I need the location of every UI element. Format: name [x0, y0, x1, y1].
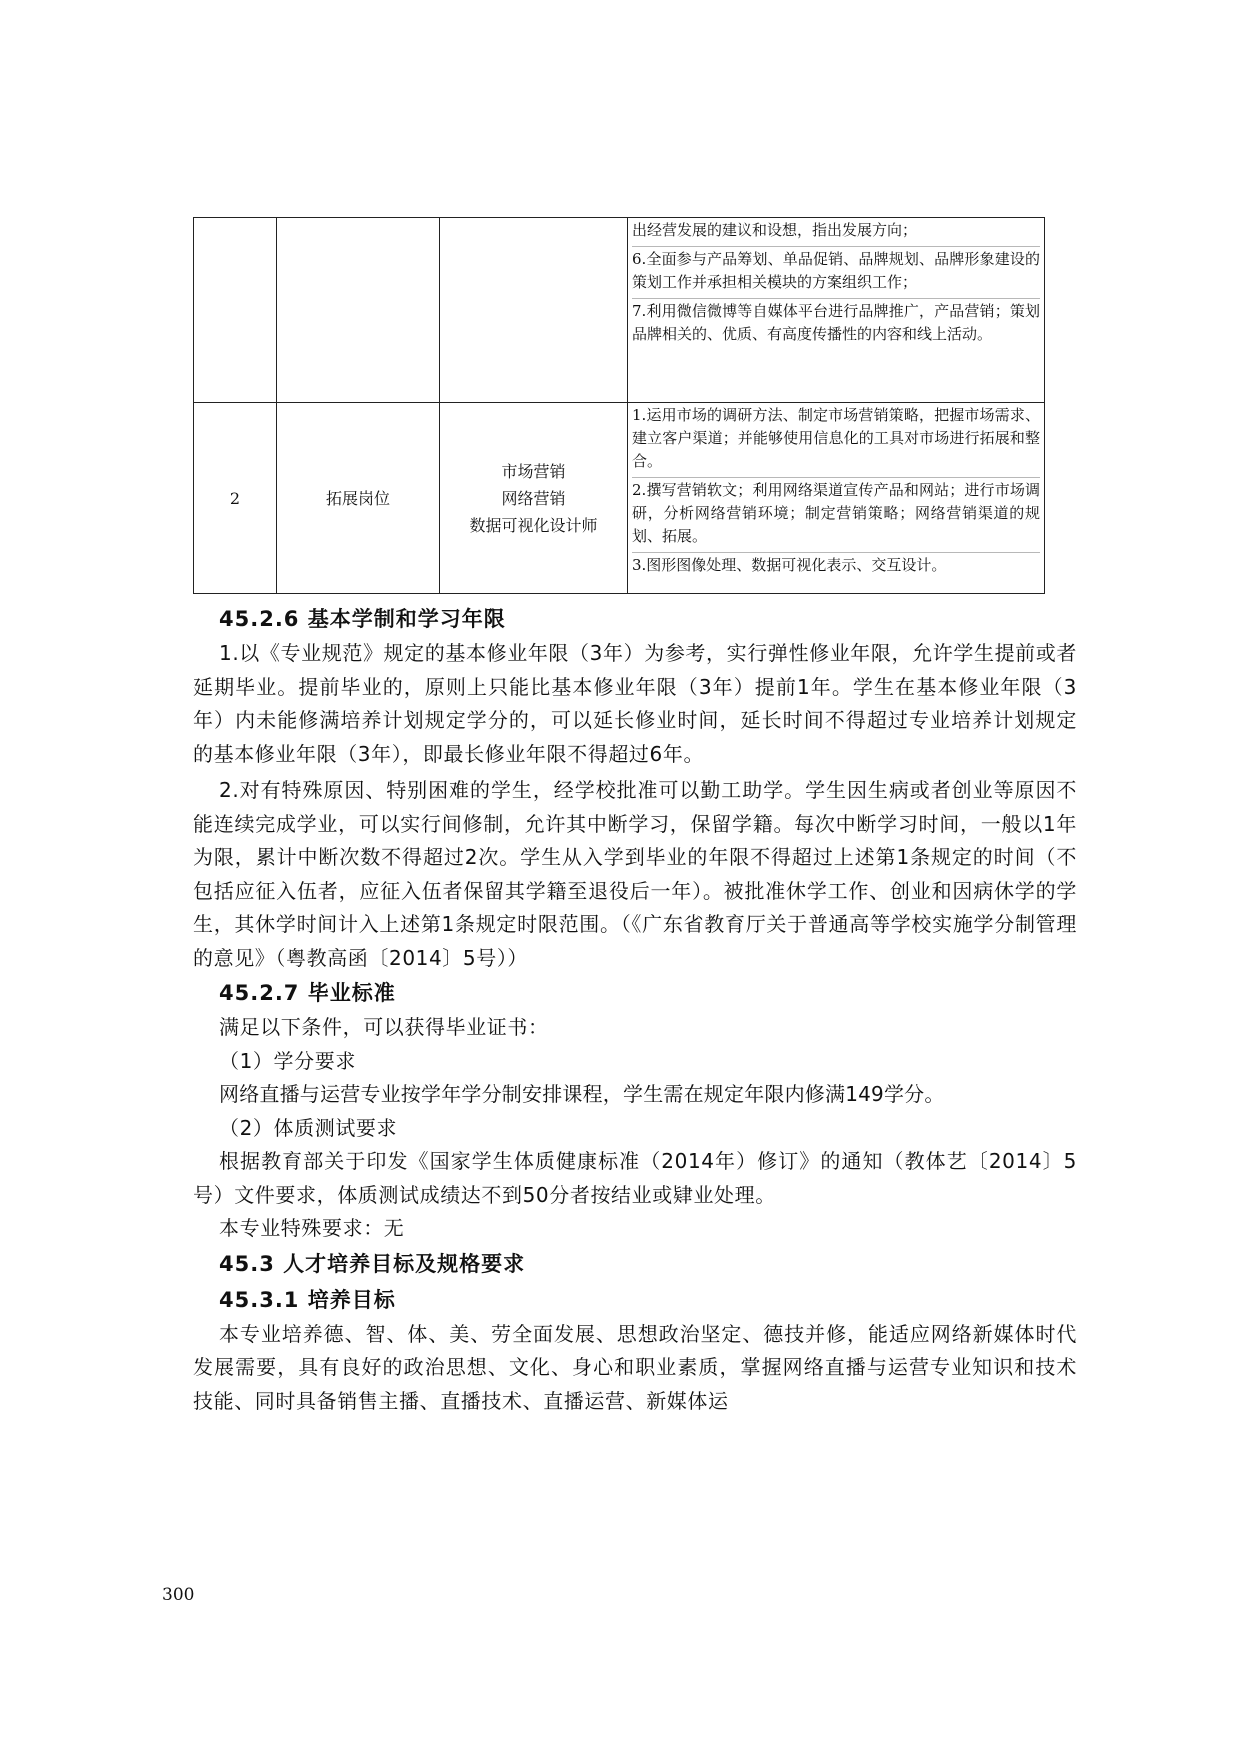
paragraph: 根据教育部关于印发《国家学生体质健康标准（2014年）修订》的通知（教体艺〔2014〕5号）文件要求，体质测试成绩达不到50分者按结业或肄业处理。 — [193, 1149, 1077, 1207]
duty-item: 6.全面参与产品筹划、单品促销、品牌规划、品牌形象建设的策划工作并承担相关模块的方案组织工作； — [632, 247, 1040, 299]
table-row — [194, 218, 1045, 403]
section-heading: 45.3 人才培养目标及规格要求 — [219, 1251, 526, 1276]
row-number-cell: 2 — [194, 403, 277, 594]
roles-cell — [440, 403, 628, 594]
paragraph: 网络直播与运营专业按学年学分制安排课程，学生需在规定年限内修满149学分。 — [219, 1082, 945, 1106]
role-item: 市场营销 — [501, 461, 566, 481]
section-heading: 45.2.6 基本学制和学习年限 — [219, 607, 506, 631]
requirement-title: （1）学分要求 — [219, 1048, 356, 1073]
duty-item: 1.运用市场的调研方法、制定市场营销策略，把握市场需求、建立客户渠道；并能够使用信息化的工具对市场进行拓展和整合。 — [632, 403, 1040, 478]
role-item: 网络营销 — [501, 488, 566, 508]
section-heading: 45.3.1 培养目标 — [219, 1287, 396, 1312]
roles-cell — [440, 218, 628, 403]
duty-item: 7.利用微信微博等自媒体平台进行品牌推广，产品营销；策划品牌相关的、优质、有高度传播性的内容和线上活动。 — [632, 302, 1040, 343]
duty-item: 2.撰写营销软文；利用网络渠道宣传产品和网站；进行市场调研，分析网络营销环境；制定营销策略；网络营销渠道的规划、拓展。 — [632, 478, 1040, 553]
page-number: 300 — [162, 1585, 195, 1605]
paragraph: 满足以下条件，可以获得毕业证书： — [219, 1015, 549, 1039]
duties-cell — [628, 218, 1045, 403]
role-item: 数据可视化设计师 — [469, 515, 598, 535]
body-content — [193, 601, 1077, 1418]
row-number-cell — [194, 218, 277, 403]
duty-item: 出经营发展的建议和设想，指出发展方向； — [632, 218, 1040, 247]
paragraph: 1.以《专业规范》规定的基本修业年限（3年）为参考，实行弹性修业年限，允许学生提前或者延期毕业。提前毕业的，原则上只能比基本修业年限（3年）提前1年。学生在基本修业年限（3年）内未能修满培养计划规定学分的，可以延长修业时间，延长时间不得超过专业培养计划规定的基本修业年限（3年），即最长修业年限不得超过6年。 — [193, 641, 1077, 766]
paragraph: 2.对有特殊原因、特别困难的学生，经学校批准可以勤工助学。学生因生病或者创业等原因不能连续完成学业，可以实行间修制，允许其中断学习，保留学籍。每次中断学习时间，一般以1年为限，累计中断次数不得超过2次。学生从入学到毕业的年限不得超过上述第1条规定的时间（不包括应征入伍者，应征入伍者保留其学籍至退役后一年）。被批准休学工作、创业和因病休学的学生，其休学时间计入上述第1条规定时限范围。（《广东省教育厅关于普通高等学校实施学分制管理的意见》（粤教高函〔2014〕5号）） — [193, 778, 1077, 970]
duties-cell — [628, 403, 1045, 594]
position-cell: 拓展岗位 — [277, 403, 440, 594]
requirement-title: （2）体质测试要求 — [219, 1115, 398, 1140]
job-positions-table — [193, 217, 1045, 594]
duty-item: 3.图形图像处理、数据可视化表示、交互设计。 — [632, 556, 947, 574]
position-cell — [277, 218, 440, 403]
paragraph: 本专业特殊要求：无 — [219, 1216, 405, 1240]
paragraph: 本专业培养德、智、体、美、劳全面发展、思想政治坚定、德技并修，能适应网络新媒体时代发展需要，具有良好的政治思想、文化、身心和职业素质，掌握网络直播与运营专业知识和技术技能、同时具备销售主播、直播技术、直播运营、新媒体运 — [193, 1321, 1077, 1413]
table-row — [194, 403, 1045, 594]
section-heading: 45.2.7 毕业标准 — [219, 981, 396, 1005]
